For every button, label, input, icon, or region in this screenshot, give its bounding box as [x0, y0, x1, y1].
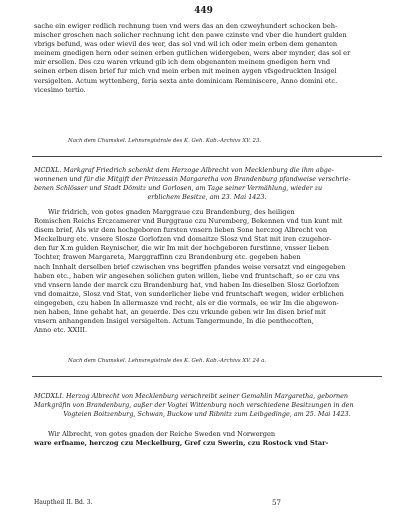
text-line: vnsern anhangenden Insigel versigelten. Actum Tangermunde, In die penthecoften,	[34, 317, 314, 326]
text-line: Anno etc. XXIII.	[34, 326, 88, 335]
source-note: Nach dem Chumskel. Lehnsregistrale des K. Geh. Kab.-Archivs XV. 24 a.	[68, 358, 267, 364]
heading-line: erblichem Besitze, am 23. Mai 1423.	[147, 193, 267, 201]
text-line: mischer groschen nach solicher rechnung icht den pawe czinste vnd vber die hundert gulden	[34, 31, 347, 40]
text-line: Romischen Reichs Erczcamerer vnd Burggraue czu Nuremberg, Bekennen vnd tun kunt mit	[34, 217, 343, 226]
text-line: vnd domaitze, Slosz vnd Stat, von sunderlicher liebe vnd fruntschaft wegen, wider erblichen	[34, 289, 344, 298]
text-line: den fur X.m gulden Reynischer, die wir Im mit der hochgeboren furstinne, vnsser lieben	[34, 244, 329, 253]
text-line: nach Innhalt derselben brief czwischen vns begriffen pfandes weise versatzt vnd eingegeben	[34, 262, 346, 271]
text-line: mir ersollen. Des czu waren vrkund gib ich dem obgenanten meinem gnedigen hern vnd	[34, 58, 331, 67]
text-line: vbrigs befund, was oder wievil des wer, das sol vnd wil ich oder mein erben dem genanten	[34, 40, 338, 49]
text-line: Tochter, frawen Margareta, Marggraffinn czu Brandenburg etc. gegeben haben	[34, 253, 301, 262]
heading-line: wonnenen und für die Mitgift der Prinzessin Margaretha von Brandenburg pfandweise verschrie-	[34, 175, 351, 183]
heading-line: Vogteien Boitzenburg, Schwan, Buckow und Ribnitz zum Leibgedinge, am 25. Mai 1423.	[63, 410, 351, 418]
text-line: meinem gnedigen hern oder seinen erben gutlichen widergeben, wers aber mynder, das sol er	[34, 49, 351, 58]
text-line: nen haben, Inne gehabt hat, an geuerde. Des czu vrkunde geben wir Im disen brief mit	[34, 308, 326, 317]
text-line: ware erfname, herczog czu Meckelburg, Gref czu Swerin, czu Rostock vnd Star-	[34, 439, 329, 448]
section-divider	[32, 376, 382, 377]
text-line: vicesimo tertio.	[34, 85, 86, 94]
text-line: vnd vnsern lande der marck czu Brandenburg hat, vnd haben Im dieselben Slosz Gorlofzen	[34, 280, 340, 289]
text-line: sache ein ewiger redlich rechnung tuen vnd wers das an den czweyhundert schocken beh-	[34, 22, 338, 30]
source-note: Nach dem Chumskel. Lehnsregistrale des K. Geh. Kab.-Archivs XV. 23.	[68, 138, 262, 144]
document-heading	[34, 166, 380, 202]
continuation-paragraph	[34, 22, 380, 95]
heading-line: MCDXLI. Herzog Albrecht von Mecklenburg verschreibt seiner Gemahlin Margaretha, gebornen	[34, 392, 349, 400]
text-line: Meckelburg etc. vnsere Slosze Gorlofzen vnd domaitze Slosz vnd Stat mit iren czugehor-	[34, 235, 332, 244]
text-line: Wir fridrich, von gotes gnaden Marggraue czu Brandenburg, des heiligen	[48, 208, 295, 216]
text-line: haben etc., haben wir angesehen solichen guten willen, liebe vnd fruntschaft, so er czu vns	[34, 271, 340, 280]
text-line: versigelten. Actum wyttenberg, feria sexta ante dominicam Reminiscere, Anno domini etc.	[34, 76, 338, 85]
heading-line: benen Schlösser und Stadt Dömitz und Gorlosen, am Tage seiner Vermählung, wieder zu	[34, 184, 323, 192]
text-line: Wir Albrecht, von gotes gnaden der Reiche Sweden vnd Norwergen	[48, 430, 276, 438]
heading-line: MCDXL. Markgraf Friedrich schenkt dem Herzoge Albrecht von Mecklenburg die ihm abge-	[34, 166, 334, 174]
text-line: disem brief, Als wir dem hochgeboren fursten vnsern lieben Sone herczog Albrecht von	[34, 226, 328, 235]
sheet-number: 57	[272, 499, 281, 507]
heading-line: Markgräfin von Brandenburg, außer der Vogtei Wittenburg noch verschiedene Besitzungen in den	[34, 401, 354, 409]
document-heading	[34, 392, 380, 419]
text-line: eingegeben, czu haben In allermasze vnd recht, als er die vormals, ee wir Im die abgewon-	[34, 298, 339, 307]
section-divider	[32, 156, 382, 157]
printer-signature: Hauptheil II. Bd. 3.	[34, 499, 93, 506]
charter-text	[34, 430, 380, 448]
text-line: seinen erben disen brief fur mich vnd mein erben mit meinen aygen vfsgedruckten Insigel	[34, 67, 337, 76]
charter-text	[34, 208, 380, 335]
page-number: 449	[194, 6, 213, 16]
